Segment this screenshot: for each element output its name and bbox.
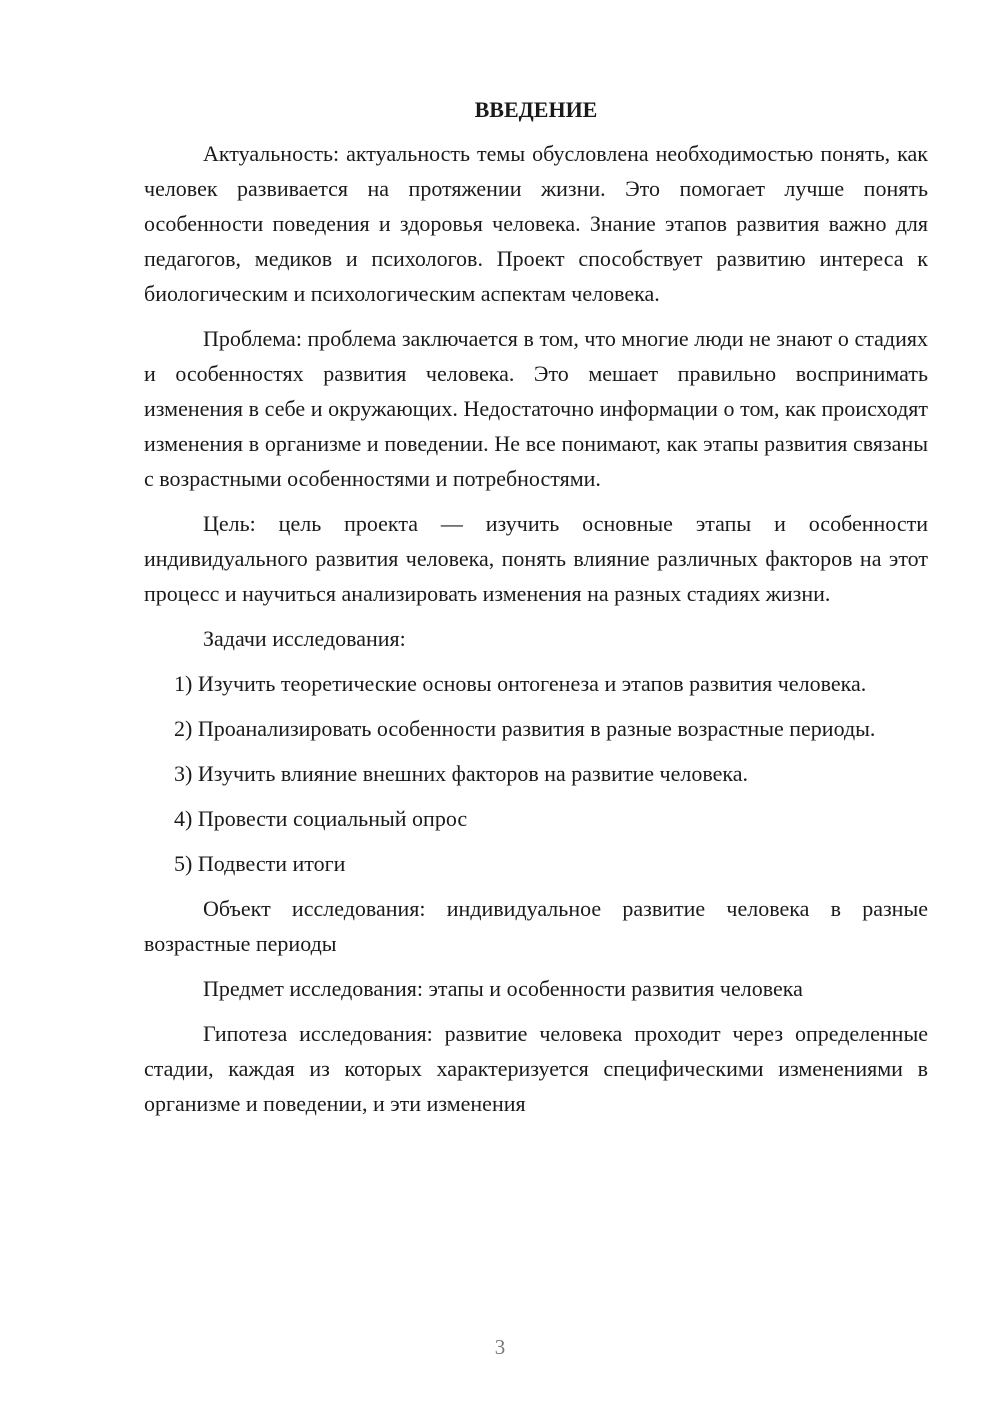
paragraph-subject: Предмет исследования: этапы и особенности развития человека [203, 976, 803, 1001]
paragraph-object: Объект исследования: индивидуальное развитие человека в разные возрастные периоды [144, 896, 928, 956]
page-number: 3 [494, 1335, 506, 1359]
task-item-4: 4) Провести социальный опрос [174, 806, 468, 831]
paragraph-problem: Проблема: проблема заключается в том, что многие люди не знают о стадиях и особенностях развития человека. Это мешает правильно воспринимать изменения в себе и окружающих. Недостаточно информации о том, как происходят изменения в организме и поведении. Не все понимают, как этапы развития связаны с возрастными особенностями и потребностями. [144, 326, 928, 491]
paragraph-hypothesis: Гипотеза исследования: развитие человека проходит через определенные стадии, каждая из которых характеризуется специфическими изменениями в организме и поведении, и эти изменения [144, 1021, 928, 1116]
task-item-5: 5) Подвести итоги [174, 851, 346, 876]
task-item-1: 1) Изучить теоретические основы онтогенеза и этапов развития человека. [174, 671, 867, 696]
paragraph-goal: Цель: цель проекта — изучить основные этапы и особенности индивидуального развития человека, понять влияние различных факторов на этот процесс и научиться анализировать изменения на разных стадиях жизни. [144, 511, 928, 606]
task-item-3: 3) Изучить влияние внешних факторов на развитие человека. [174, 761, 749, 786]
paragraph-tasks-heading: Задачи исследования: [203, 626, 406, 651]
paragraph-relevance: Актуальность: актуальность темы обусловлена необходимостью понять, как человек развивается на протяжении жизни. Это помогает лучше понять особенности поведения и здоровья человека. Знание этапов развития важно для педагогов, медиков и психологов. Проект способствует развитию интереса к биологическим и психологическим аспектам человека. [144, 141, 928, 306]
section-title: ВВЕДЕНИЕ [474, 97, 598, 122]
page-content [144, 92, 928, 1131]
task-item-2: 2) Проанализировать особенности развития в разные возрастные периоды. [174, 716, 876, 741]
